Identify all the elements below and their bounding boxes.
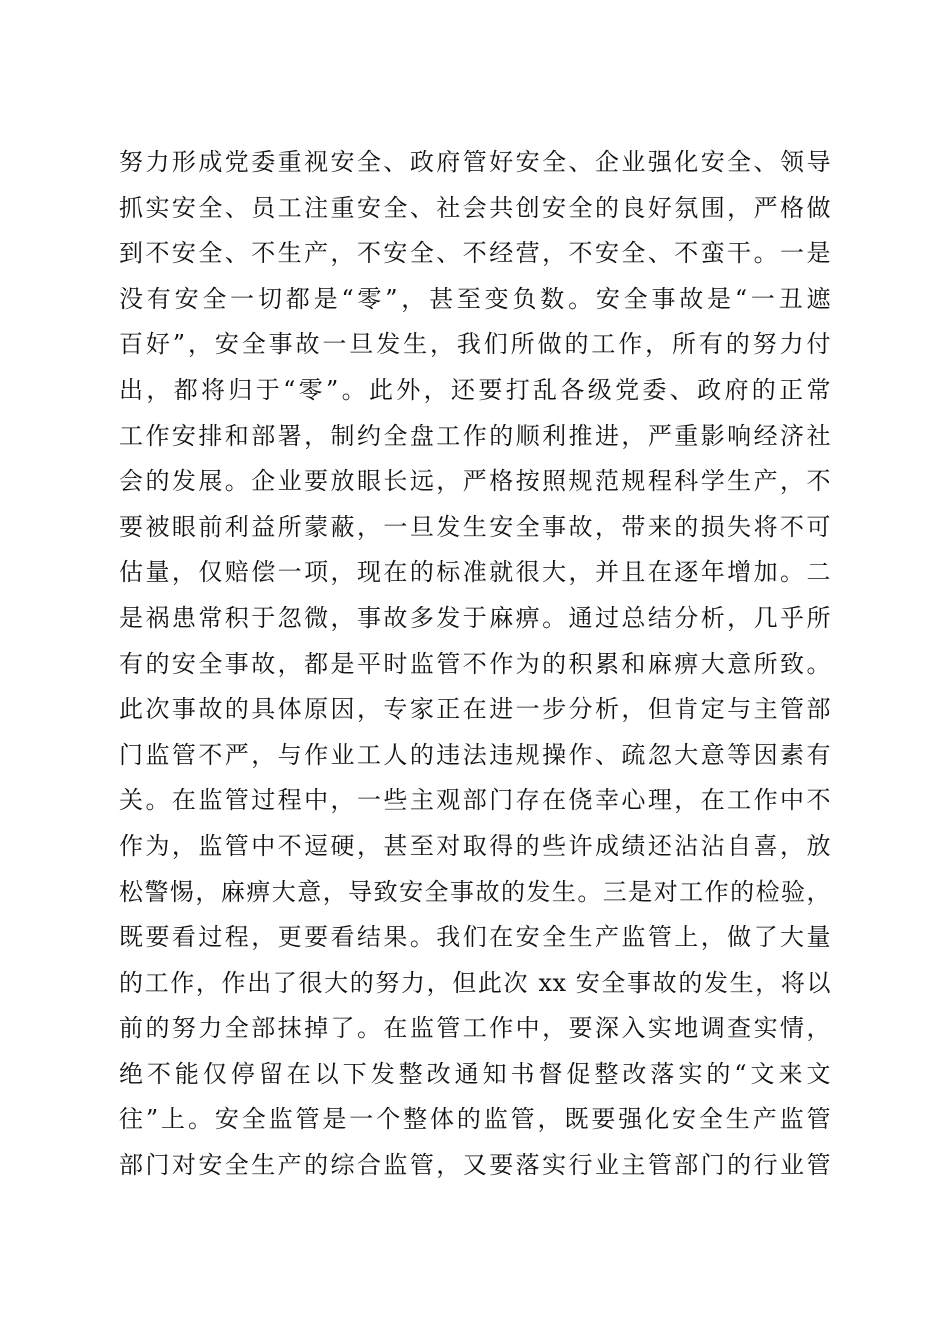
- text-line: 会的发展。企业要放眼长远，严格按照规范规程科学生产，不: [119, 467, 831, 496]
- text-line: 既要看过程，更要看结果。我们在安全生产监管上，做了大量: [119, 923, 831, 952]
- text-line: 绝不能仅停留在以下发整改通知书督促整改落实的“文来文: [119, 1059, 831, 1088]
- text-line: 有的安全事故，都是平时监管不作为的积累和麻痹大意所致。: [119, 649, 831, 678]
- text-line: 努力形成党委重视安全、政府管好安全、企业强化安全、领导: [119, 148, 831, 176]
- text-line: 往”上。安全监管是一个整体的监管，既要强化安全生产监管: [119, 1105, 831, 1134]
- text-line: 此次事故的具体原因，专家正在进一步分析，但肯定与主管部: [119, 695, 831, 724]
- text-line: 百好”，安全事故一旦发生，我们所做的工作，所有的努力付: [119, 330, 831, 359]
- text-line: 门监管不严，与作业工人的违法违规操作、疏忽大意等因素有: [119, 740, 831, 769]
- text-line: 要被眼前利益所蒙蔽，一旦发生安全事故，带来的损失将不可: [119, 512, 831, 541]
- text-line: 前的努力全部抹掉了。在监管工作中，要深入实地调查实情，: [119, 1014, 831, 1043]
- text-line: 是祸患常积于忽微，事故多发于麻痹。通过总结分析，几乎所: [119, 603, 831, 632]
- text-line: 的工作，作出了很大的努力，但此次 xx 安全事故的发生，将以: [119, 968, 831, 997]
- text-line: 抓实安全、员工注重安全、社会共创安全的良好氛围，严格做: [119, 193, 831, 222]
- text-line: 松警惕，麻痹大意，导致安全事故的发生。三是对工作的检验，: [119, 877, 831, 906]
- text-line: 出，都将归于“零”。此外，还要打乱各级党委、政府的正常: [119, 375, 831, 404]
- text-line: 作为，监管中不逗硬，甚至对取得的些许成绩还沾沾自喜，放: [119, 831, 831, 860]
- text-line: 部门对安全生产的综合监管，又要落实行业主管部门的行业管: [119, 1151, 831, 1180]
- text-line: 没有安全一切都是“零”，甚至变负数。安全事故是“一丑遮: [119, 284, 831, 313]
- text-line: 关。在监管过程中，一些主观部门存在侥幸心理，在工作中不: [119, 786, 831, 815]
- body-paragraph: [119, 140, 831, 1189]
- text-line: 估量，仅赔偿一项，现在的标准就很大，并且在逐年增加。二: [119, 558, 831, 587]
- text-line: 工作安排和部署，制约全盘工作的顺利推进，严重影响经济社: [119, 421, 831, 450]
- text-line: 到不安全、不生产，不安全、不经营，不安全、不蛮干。一是: [119, 239, 831, 268]
